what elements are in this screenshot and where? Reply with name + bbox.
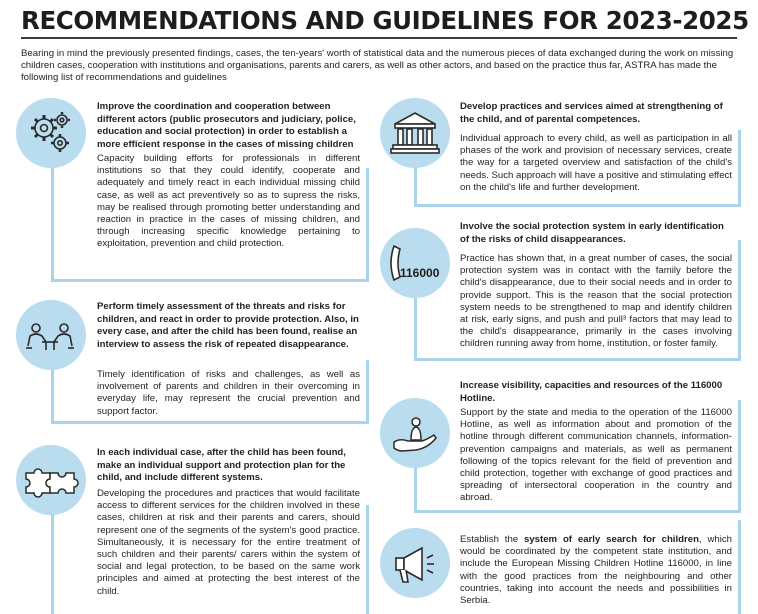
card-border (414, 204, 741, 207)
child-in-hand-icon (380, 398, 450, 468)
card-heading: Develop practices and services aimed at strengthening of the child, and of parental competences. (460, 101, 723, 125)
hotline-phone-icon (380, 228, 450, 298)
card-body: Developing the procedures and practices that would facilitate access to different services for the children involved in these cases, children at risk and their parents and carers, should represent one of the segments of the system's good practice. Simultaneously, it is necessary for the entire treatment of such children and their parents/ carers within the system of social and legal protection, to be based on the same work principles and aimed at protecting the best interest of the child. (97, 488, 360, 597)
card-border (738, 520, 741, 614)
card-body-emphasis: system of early search for children (524, 534, 699, 545)
card-border (414, 298, 417, 360)
card-border (366, 168, 369, 280)
card-heading: Perform timely assessment of the threats and risks for children, and react in order to provide protection. Also, in every case, and after the child has been found, realise an interview to assess the risk of repeated disappearance. (97, 301, 359, 350)
card-border (738, 130, 741, 206)
card-heading: Improve the coordination and cooperation between different actors (public prosecutors and judiciary, police, education and social protection) in order to establish a more efficient response in the cases of missing children (97, 101, 356, 150)
card-border (414, 468, 417, 512)
title-divider (21, 37, 737, 39)
gears-icon (16, 98, 86, 168)
card-border (51, 279, 369, 282)
intro-paragraph: Bearing in mind the previously presented findings, cases, the ten-years' worth of statistical data and the numerous pieces of data exchanged during the work on missing children cases, cooperation with institutions and organisations, parents and carers, as well as other actors, and based on the practice thus far, ASTRA has made the following list of recommendations and guidelines (21, 48, 734, 84)
card-border (51, 370, 54, 423)
institution-icon (380, 98, 450, 168)
hotline-number: 116000 (400, 266, 440, 280)
card-heading: Increase visibility, capacities and resources of the 116000 Hotline. (460, 380, 723, 404)
card-body: Support by the state and media to the operation of the 116000 Hotline, as well as information about and promotion of the hotline through different communication channels, information-prevention campaigns and materials, as well as permanent following of the topics relevant for the field of prevention and child protection, together with exchange of good practices and spreading of intersectoral cooperation in the country and abroad. (460, 407, 732, 504)
card-border (738, 400, 741, 512)
card-border (738, 240, 741, 360)
card-body (460, 534, 732, 607)
card-heading: In each individual case, after the child has been found, make an individual support and protection plan for the child, and include different systems. (97, 447, 346, 484)
card-body: Individual approach to every child, as well as participation in all phases of the work and provision of necessary services, create the way for a targeted overview and satisfaction of the child's needs. Such approach will have a positive and stimulating effect on the child's life and further development. (460, 133, 732, 193)
card-border (51, 514, 54, 614)
card-border (414, 358, 741, 361)
card-border (414, 168, 417, 206)
card-body: Capacity building efforts for professionals in different institutions so that they could identify, cooperate and adequately and timely react in each individual missing child case, as well as act preventively so as to supress the risks, may be realised through promoting better understanding and reaction in practice in the cases of missing children, and through increasing specific knowledge pertaining to exploitation, prevention and child protection. (97, 153, 360, 250)
puzzle-icon (16, 445, 86, 515)
card-border (51, 168, 54, 280)
page-title: RECOMMENDATIONS AND GUIDELINES FOR 2023-2025 (21, 6, 749, 35)
card-border (366, 505, 369, 614)
card-body: Practice has shown that, in a great number of cases, the social protection system was in contact with the family before the child's disappearance, due to their social needs and in order to provide support. This is the reason that the social protection system needs to be strengthened to map and identify children at risk, early signs, and push and pull³ factors that may lead to the child's disappearance, primarily in the cases involving children running away from home, institution, or foster family. (460, 253, 732, 350)
megaphone-icon (380, 528, 450, 598)
card-body-rest: , which would be coordinated by the competent state institution, and include the European Missing Children Hotline 116000, in line with the good practices from the neighbouring and other countries, taking into account the needs and possibilities in Serbia. (460, 534, 732, 607)
meeting-icon (16, 300, 86, 370)
card-heading: Involve the social protection system in early identification of the risks of child disappearances. (460, 221, 724, 245)
card-border (366, 360, 369, 423)
card-border (414, 510, 741, 513)
card-border (51, 421, 369, 424)
card-body: Timely identification of risks and challenges, as well as involvement of parents and children in their overcoming in everyday life, may represent the crucial prevention and support factor. (97, 369, 360, 417)
card-body-lead: Establish the (460, 534, 525, 545)
